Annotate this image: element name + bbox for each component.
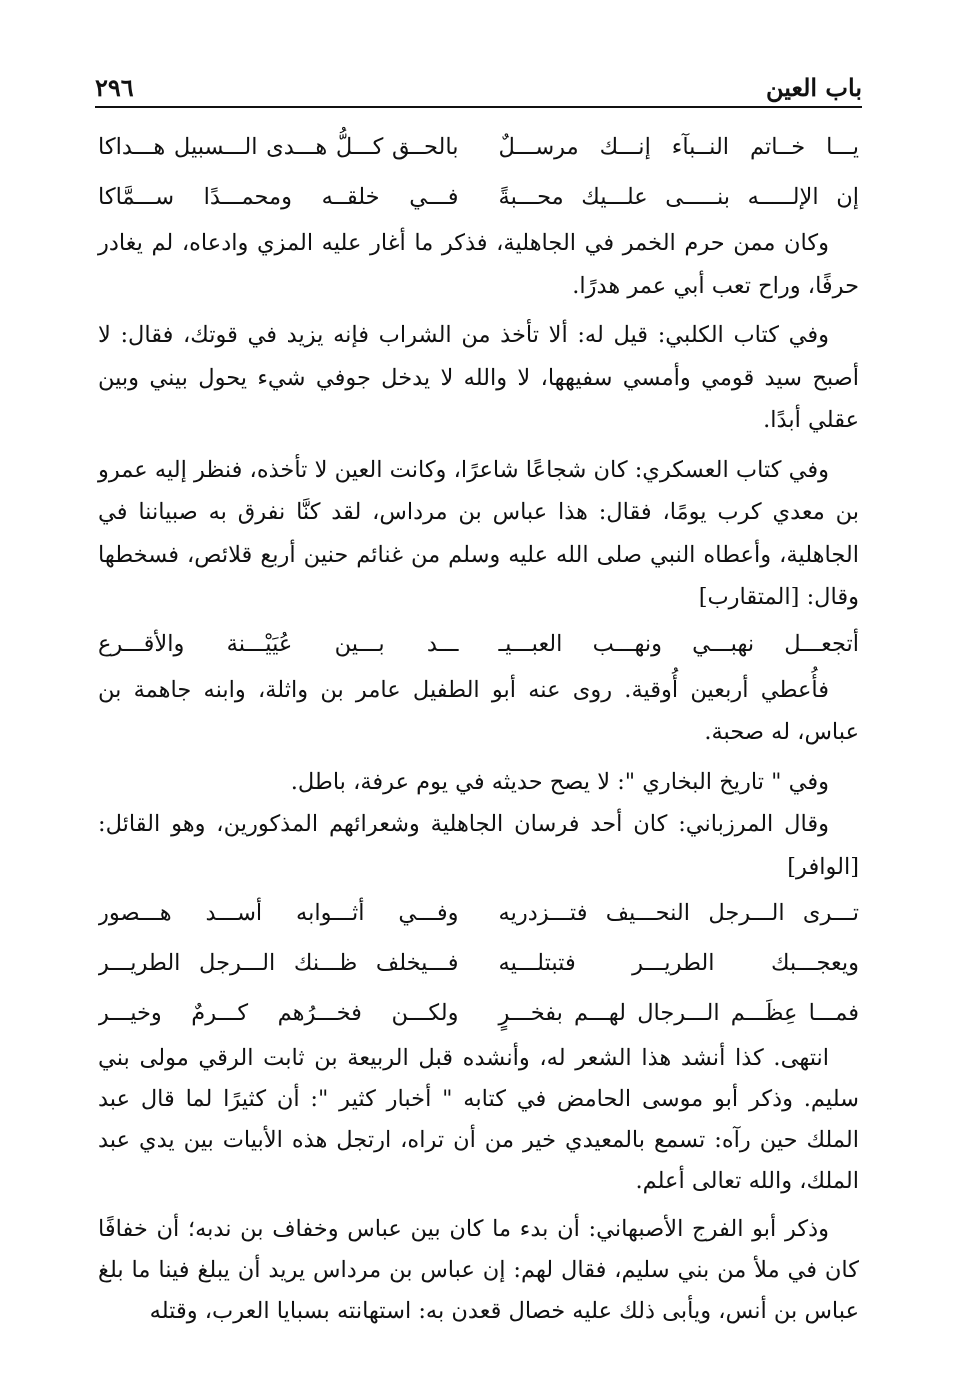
verse-first-hemistich: إن الإلـــــه بنـــــى علـــيك محـــبةً [498, 184, 859, 210]
verse-second-hemistich: فـــيخلف ظـــنك الـــرجل الطريـــر [98, 950, 459, 976]
verse-line [98, 988, 859, 1038]
verse-first-hemistich: ويعجـــبك الطريـــر فتبتلـــيه [498, 950, 859, 976]
paragraph: وقال المرزباني: كان أحد فرسان الجاهلية وشعرائهم المذكورين، وهو القائل: [الوافر] [98, 811, 859, 880]
paragraph: وكان ممن حرم الخمر في الجاهلية، فذكر ما أغار عليه المزي وادعاه، لم يغادر حرفًا، وراح تعب أبي عمر هدرًا. [98, 230, 859, 299]
header-rule [95, 106, 862, 108]
verse-first-hemistich: فمـــا عِظَـــم الـــرجال لهـــم بفخـــرٍ [498, 1000, 859, 1026]
paragraph: انتهى. كذا أنشد هذا الشعر له، وأنشده قبل الربيعة بن ثابت الرقي مولى بني سليم. وذكر أبو موسى الحامض في كتابه " أخبار كثير ": أن كثيرًا لما قال عبد الملك حين رآه: تسمع بالمعيدي خير من أن تراه، ارتجل هذه الأبيات بين يدي عبد الملك، والله تعالى أعلم. [98, 1045, 859, 1194]
verse-second-hemistich: ولكـــن فخـــرُهم كـــرمٌ وخيـــر [98, 1000, 459, 1026]
verse-line [98, 619, 859, 669]
verse-second-hemistich: فـــي خلقــه ومحمـــدًا ســـمَّاكا [98, 184, 459, 210]
verse-first-hemistich: أتجعـــل نهبـــي ونهـــب العبـــيـ [498, 630, 859, 657]
verse-line [98, 172, 859, 222]
verse-line [98, 122, 859, 172]
verse-second-hemistich: ـــد بـــين عُيَيْـــنة والأقـــرع [98, 630, 459, 657]
chapter-title: باب العين [765, 73, 862, 102]
running-header [95, 62, 862, 102]
verse-first-hemistich: تـــرى الـــرجل النحـــيف فتـــزدريه [498, 900, 859, 926]
verse-second-hemistich: وفـــي أثـــوابه أســـد هـــصور [98, 900, 459, 926]
paragraph: وفي كتاب الكلبي: قيل له: ألا تأخذ من الشراب فإنه يزيد في قوتك، فقال: لا أصبح سيد قومي وأمسي سفيهها، لا والله لا يدخل جوفي شيء يحول بيني وبين عقلي أبدًا. [98, 322, 859, 433]
verse-line [98, 938, 859, 988]
page-number: ٢٩٦ [95, 73, 134, 102]
paragraph: فأُعطي أربعين أُوقية. روى عنه أبو الطفيل عامر بن واثلة، وابنه جاهمة بن عباس، له صحبة. [98, 676, 859, 745]
verse-first-hemistich: يـــا خــاتم النــبآء إنـــك مرســـلٌ [498, 134, 859, 160]
paragraph: وفي كتاب العسكري: كان شجاعًا شاعرًا، وكانت العين لا تأخذه، فنظر إليه عمرو بن معدي كرب يومًا، فقال: هذا عباس بن مرداس، لقد كنَّا نفرق به صبياننا في الجاهلية، وأعطاه النبي صلى الله عليه وسلم من غنائم حنين أربع قلائص، فسخطها وقال: [المتقارب] [98, 456, 859, 610]
page-body [98, 122, 859, 1332]
paragraph: وفي " تاريخ البخاري ": لا يصح حديثه في يوم عرفة، باطل. [290, 768, 829, 795]
verse-second-hemistich: بالحــق كـــلُّ هـــدى الـــسبيل هـــداكا [98, 134, 459, 160]
verse-line [98, 888, 859, 938]
paragraph: وذكر أبو الفرج الأصبهاني: أن بدء ما كان بين عباس وخفاف بن ندبه؛ أن خفافًا كان في ملأ من بني سليم، فقال لهم: إن عباس بن مرداس يريد أن يبلغ فينا ما بلغ عباس بن أنس، ويأبى ذلك عليه خصال قعدن به: استهانته بسبايا العرب، وقتله [98, 1216, 859, 1324]
